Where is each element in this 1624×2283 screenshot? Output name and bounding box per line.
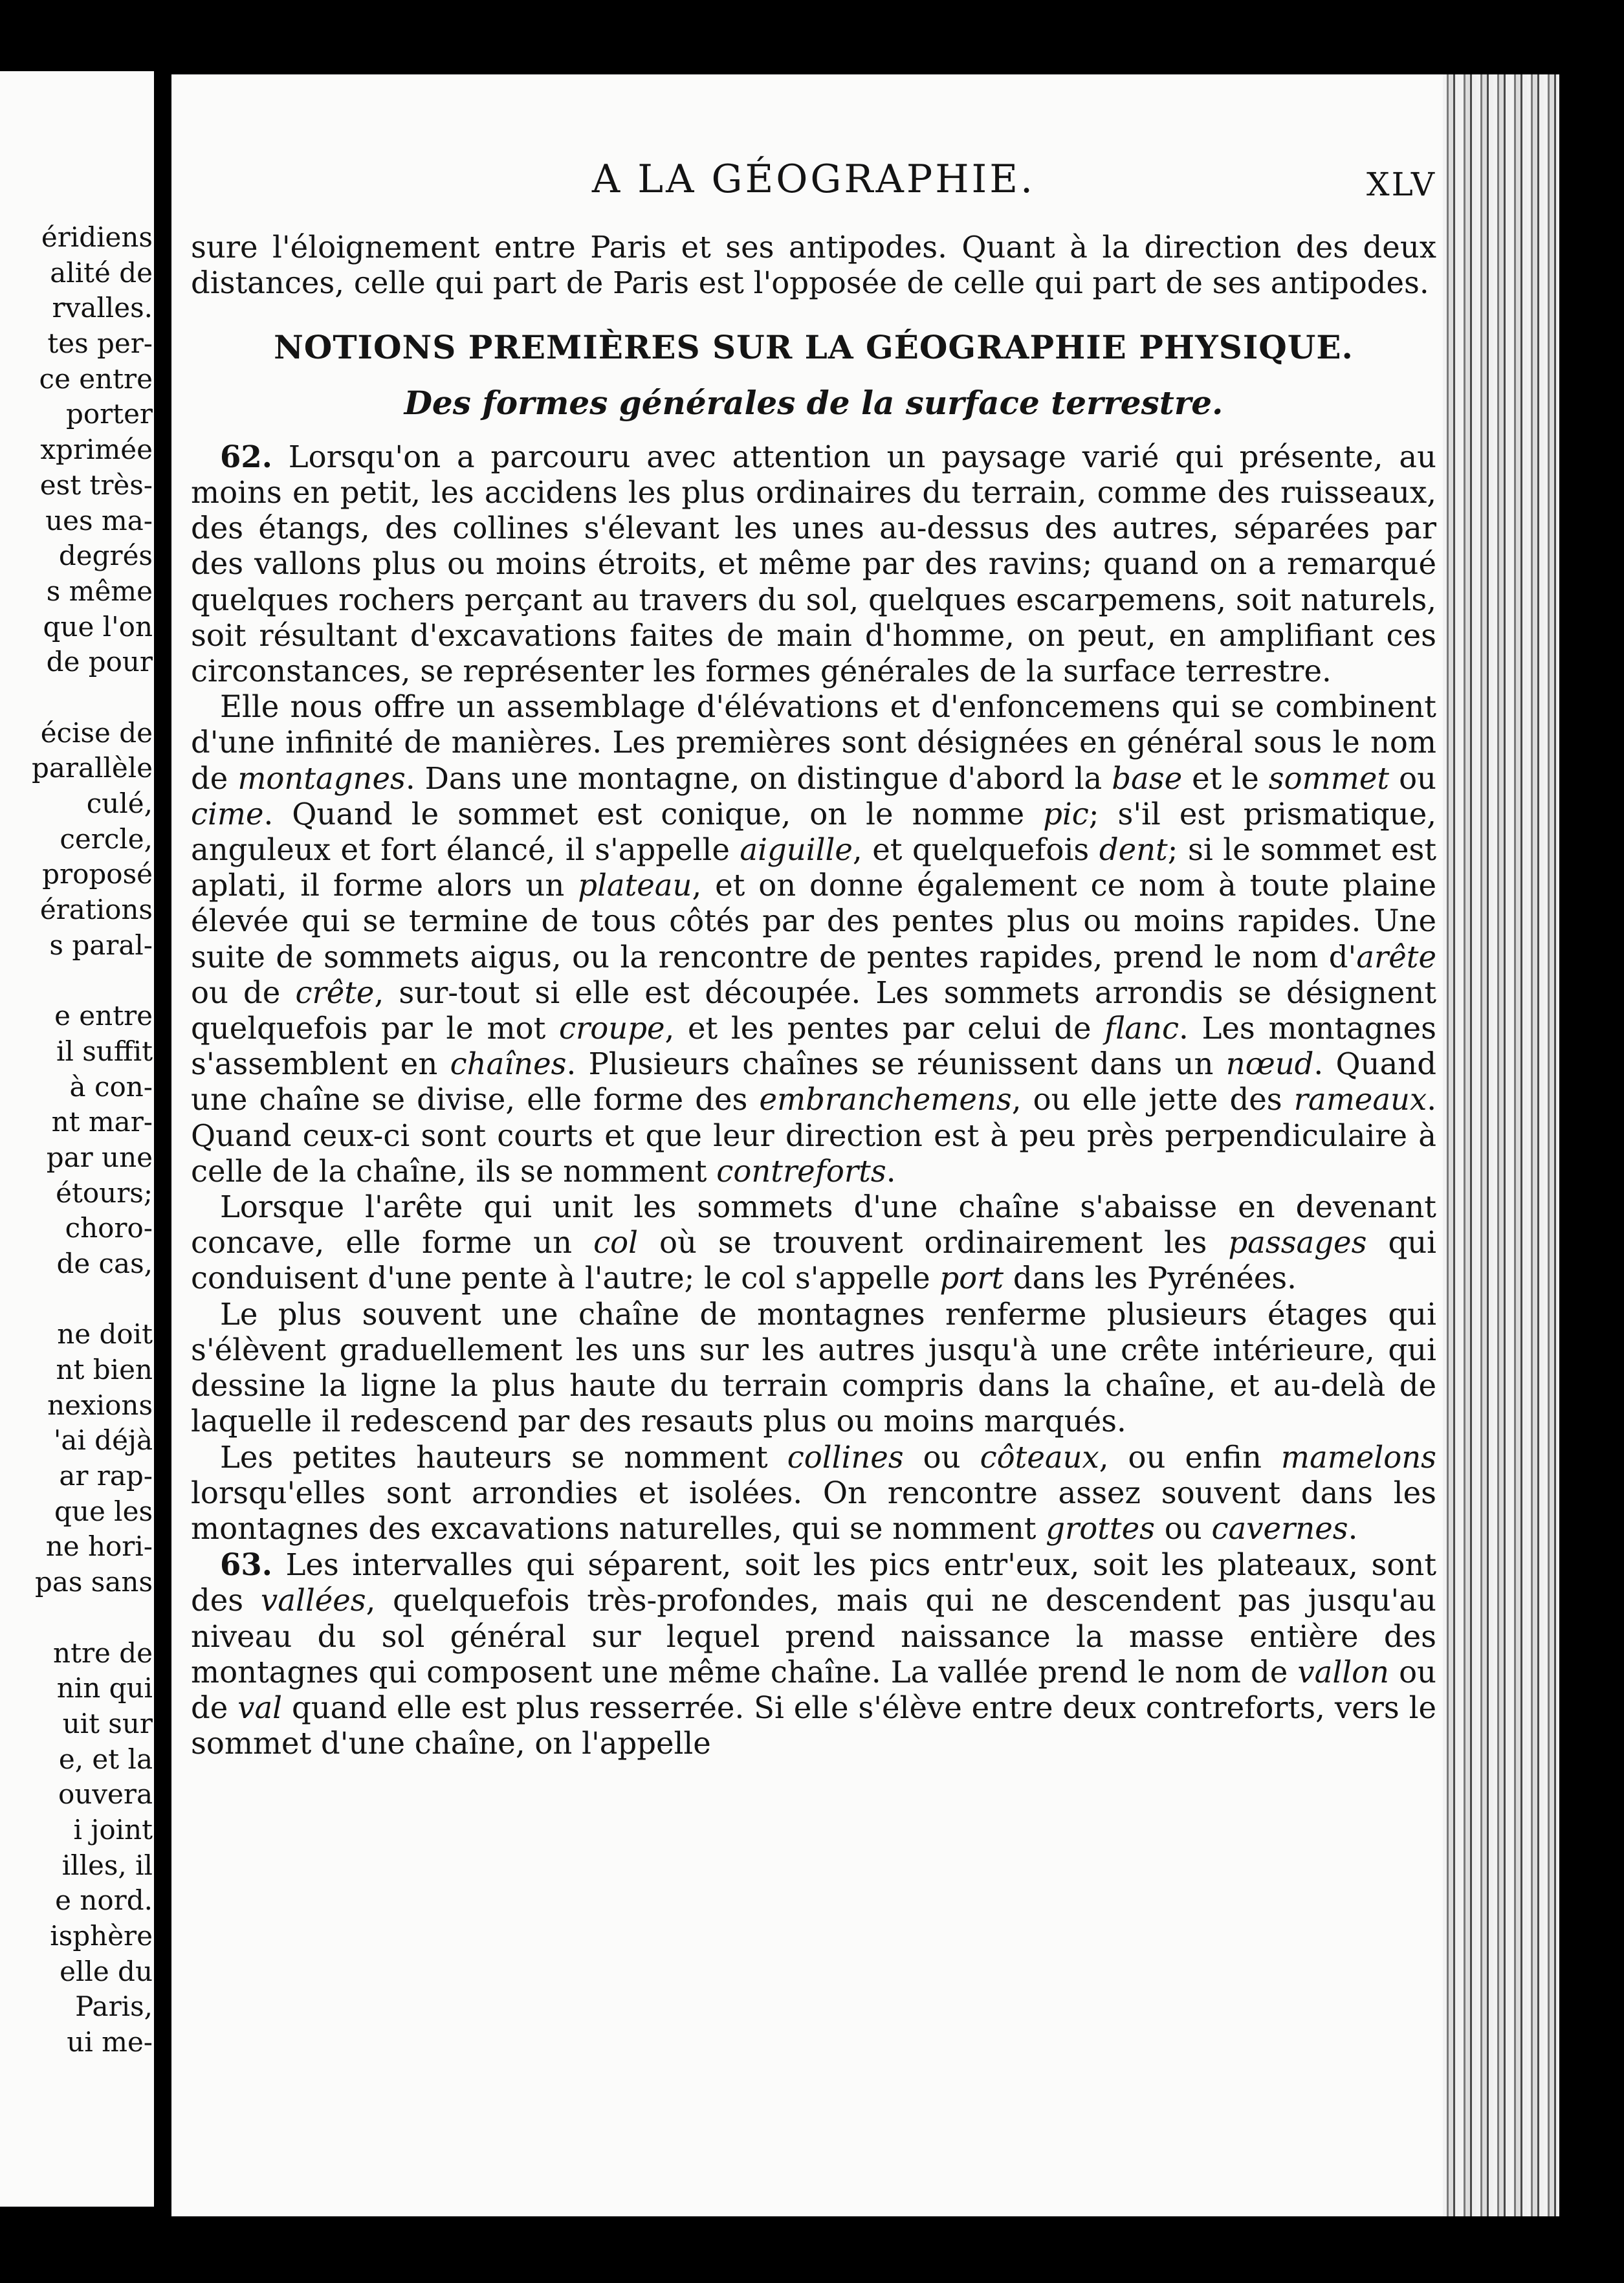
facing-page-line: ouvera (58, 1778, 153, 1811)
facing-page-line: étours; (56, 1176, 153, 1209)
term: pic (1043, 796, 1089, 832)
page-number: XLV (1366, 166, 1436, 203)
facing-page-line: illes, il (61, 1849, 153, 1881)
facing-page-line: isphère (50, 1920, 153, 1952)
page-header (191, 157, 1436, 203)
term: montagnes (237, 760, 406, 796)
scan-border (1559, 0, 1624, 2283)
term: nœud (1225, 1046, 1314, 1082)
term: aiguille (740, 832, 853, 868)
term: plateau (578, 868, 692, 903)
term: croupe (559, 1011, 665, 1046)
facing-page-line: cercle, (60, 822, 153, 855)
facing-page-line: est très- (39, 469, 153, 501)
facing-page-line: éridiens (41, 221, 153, 253)
section-subtitle: Des formes générales de la surface terrestre. (404, 383, 1223, 422)
facing-page-fragment (0, 71, 154, 2207)
facing-page-line: parallèle (31, 752, 153, 784)
term: rameaux (1293, 1082, 1427, 1118)
facing-page-line: il suffit (56, 1035, 153, 1067)
term: collines (787, 1439, 904, 1475)
paragraph-mountains: Elle nous offre un assemblage d'élévations et d'enfoncemens qui se combinent d'une infinité de manières. Les premières sont désignées en général sous le nom de montagnes. Dans une montagne, on distingue d'abord la base et le sommet ou cime. Quand le sommet est conique, on le nomme pic; s'il est prismatique, anguleux et fort élancé, il s'appelle aiguille, et quelquefois dent; si le sommet est aplati, il forme alors un plateau, et on donne également ce nom à toute plaine élevée qui se termine de tous côtés par des pentes plus ou moins rapides. Une suite de sommets aigus, ou la rencontre de pentes rapides, prend le nom d'arête ou de crête, sur-tout si elle est découpée. Les sommets arrondis se désignent quelquefois par le mot croupe, et les pentes par celui de flanc. Les montagnes s'assemblent en chaînes. Plusieurs chaînes se réunissent dans un nœud. Quand une chaîne se divise, elle forme des embranchemens, ou elle jette des rameaux. Quand ceux-ci sont courts et que leur direction est à peu près perpendiculaire à celle de la chaîne, ils se nomment contreforts. (191, 689, 1437, 1189)
term: arête (1356, 939, 1436, 975)
facing-page-line: e entre (54, 1000, 153, 1032)
facing-page-line: que l'on (43, 610, 153, 643)
facing-page-line: s même (46, 575, 153, 607)
facing-page-line: culé, (86, 788, 153, 819)
paragraph-62 (191, 439, 1436, 689)
paragraph-hauteurs: Les petites hauteurs se nomment collines ou côteaux, ou enfin mamelons lorsqu'elles sont arrondies et isolées. On rencontre assez souvent dans les montagnes des excavations naturelles, qui se nomment grottes ou cavernes. (191, 1439, 1437, 1546)
facing-page-line: nt mar- (51, 1106, 153, 1138)
facing-page-line: rvalles. (52, 292, 153, 324)
term: cavernes (1211, 1510, 1348, 1546)
facing-page-line: nexions (47, 1389, 153, 1421)
term: chaînes (450, 1046, 567, 1082)
paragraph-col: Lorsque l'arête qui unit les sommets d'une chaîne s'abaisse en devenant concave, elle forme un col où se trouvent ordinairement les passages qui conduisent d'une pente à l'autre; le col s'appelle port dans les Pyrénées. (191, 1189, 1437, 1296)
term: col (593, 1225, 639, 1261)
facing-page-line: ar rap- (59, 1460, 153, 1492)
running-title: A LA GÉOGRAPHIE. (591, 157, 1036, 202)
facing-page-line (0, 963, 153, 998)
paragraph-etages: Le plus souvent une chaîne de montagnes renferme plusieurs étages qui s'élèvent graduellement les uns sur les autres jusqu'à une crête intérieure, qui dessine la ligne la plus haute du terrain compris dans la chaîne, et au-delà de laquelle il redescend par des resauts plus ou moins marqués. (191, 1296, 1436, 1439)
facing-page-line: choro- (65, 1212, 153, 1244)
term: crête (295, 975, 375, 1010)
facing-page-line: ne hori- (45, 1530, 153, 1563)
facing-page-line: xprimée (40, 434, 153, 466)
term: port (939, 1261, 1004, 1296)
paragraph-number: 63. (220, 1547, 272, 1583)
facing-page-line (0, 1600, 153, 1636)
term: contreforts (716, 1153, 886, 1189)
facing-page-line: ne doit (57, 1318, 153, 1351)
book-page (171, 74, 1443, 2216)
facing-page-line (0, 680, 153, 716)
term: val (237, 1690, 283, 1725)
paragraph-text: Lorsqu'on a parcouru avec attention un paysage varié qui présente, au moins en petit, les accidens les plus ordinaires du terrain, comme des ruisseaux, des étangs, des collines s'élevant les unes au-dessus des autres, séparées par des vallons plus ou moins étroits, et même par des ravins; quand on a remarqué quelques rochers perçant au travers du sol, quelques escarpemens, soit naturels, soit résultant d'excavations faites de main d'homme, on peut, en amplifiant ces circonstances, se représenter les formes générales de la surface terrestre. (191, 439, 1436, 689)
term: cime (191, 796, 264, 832)
facing-page-text (0, 220, 153, 2060)
facing-page-line: e, et la (58, 1743, 153, 1775)
term: côteaux (980, 1439, 1099, 1475)
text-block (191, 230, 1436, 1761)
facing-page-line: pas sans (34, 1566, 153, 1598)
facing-page-line: ui me- (67, 2026, 153, 2058)
term: vallées (260, 1583, 366, 1618)
facing-page-line: e nord. (55, 1884, 153, 1917)
facing-page-line (0, 1282, 153, 1318)
facing-page-line: i joint (73, 1813, 153, 1846)
facing-page-line: degrés (58, 540, 153, 572)
page-edges (1443, 74, 1559, 2216)
facing-page-line: écise de (40, 716, 153, 749)
facing-page-line: ntre de (53, 1637, 153, 1669)
facing-page-line: elle du (60, 1955, 153, 1987)
paragraph-63: 63. Les intervalles qui séparent, soit les pics entr'eux, soit les plateaux, sont des vallées, quelquefois très-profondes, mais qui ne descendent pas jusqu'au niveau du sol général sur lequel prend naissance la masse entière des montagnes qui composent une même chaîne. La vallée prend le nom de vallon ou de val quand elle est plus resserrée. Si elle s'élève entre deux contreforts, vers le sommet d'une chaîne, on l'appelle (191, 1547, 1437, 1761)
term: passages (1228, 1225, 1367, 1261)
facing-page-line: proposé (42, 858, 153, 890)
facing-page-line: alité de (50, 256, 153, 289)
facing-page-line: s paral- (49, 929, 153, 961)
term: sommet (1268, 760, 1390, 796)
facing-page-line: à con- (69, 1070, 153, 1103)
term: grottes (1046, 1510, 1155, 1546)
facing-page-line: ues ma- (45, 504, 153, 536)
facing-page-line: que les (54, 1495, 153, 1527)
facing-page-line: porter (65, 398, 153, 430)
term: mamelons (1280, 1439, 1437, 1475)
facing-page-line: 'ai déjà (53, 1424, 153, 1457)
term: dent (1099, 832, 1168, 868)
term: vallon (1297, 1654, 1390, 1690)
term: base (1112, 760, 1183, 796)
facing-page-line: nin qui (56, 1672, 153, 1704)
paragraph-number: 62. (220, 438, 272, 474)
facing-page-line: uit sur (62, 1707, 153, 1739)
facing-page-line: nt bien (56, 1354, 153, 1385)
facing-page-line: érations (39, 894, 153, 926)
intro-paragraph: sure l'éloignement entre Paris et ses antipodes. Quant à la direction des deux distances, celle qui part de Paris est l'opposée de celle qui part de ses antipodes. (191, 230, 1436, 301)
facing-page-line: par une (46, 1141, 153, 1173)
facing-page-line: ce entre (39, 362, 153, 395)
facing-page-line: Paris, (75, 1991, 153, 2023)
facing-page-line: de pour (46, 646, 153, 678)
term: embranchemens (759, 1082, 1012, 1118)
section-title: NOTIONS PREMIÈRES SUR LA GÉOGRAPHIE PHYSIQUE. (274, 328, 1354, 367)
facing-page-line: de cas, (56, 1247, 153, 1279)
facing-page-line: tes per- (47, 327, 153, 360)
term: flanc (1104, 1011, 1180, 1046)
